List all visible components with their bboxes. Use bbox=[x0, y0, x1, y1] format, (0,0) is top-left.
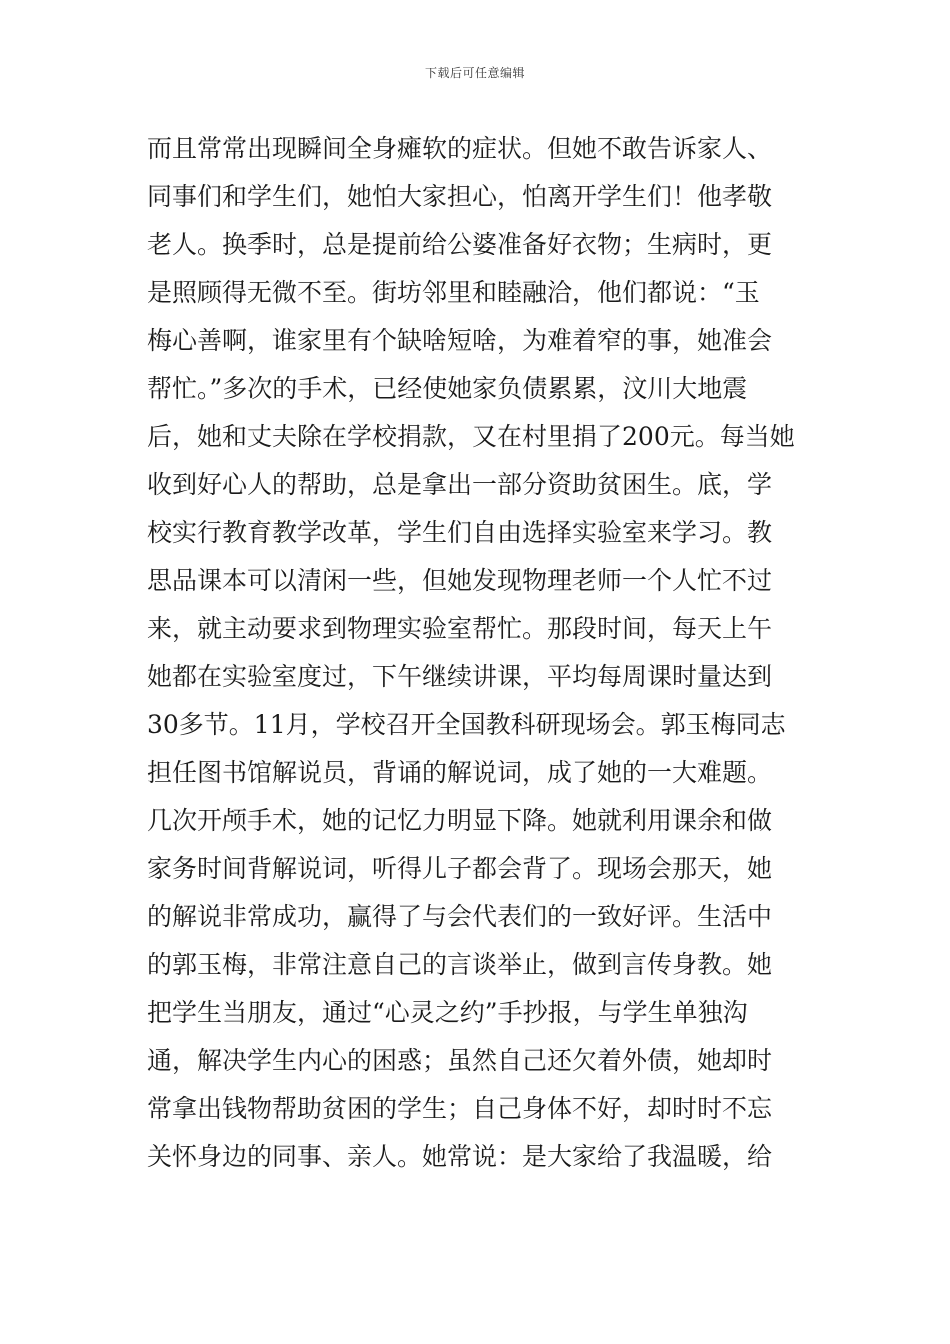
text-line: 老人。换季时，总是提前给公婆准备好衣物；生病时，更 bbox=[147, 230, 773, 259]
text-line: 的郭玉梅，非常注意自己的言谈举止，做到言传身教。她 bbox=[147, 950, 773, 979]
text-line: 后，她和丈夫除在学校捐款，又在村里捐了200元。每当她 bbox=[147, 422, 795, 451]
text-line: 来，就主动要求到物理实验室帮忙。那段时间，每天上午 bbox=[147, 614, 773, 643]
text-line: 她都在实验室度过，下午继续讲课，平均每周课时量达到 bbox=[147, 662, 773, 691]
text-line: 思品课本可以清闲一些，但她发现物理老师一个人忙不过 bbox=[147, 566, 773, 595]
text-line: 通，解决学生内心的困惑；虽然自己还欠着外债，她却时 bbox=[147, 1046, 773, 1075]
page-header: 下载后可任意编辑 bbox=[424, 66, 525, 80]
text-line: 收到好心人的帮助，总是拿出一部分资助贫困生。底，学 bbox=[147, 470, 773, 499]
text-line: 关怀身边的同事、亲人。她常说：是大家给了我温暖，给 bbox=[147, 1142, 773, 1171]
text-line: 常拿出钱物帮助贫困的学生；自己身体不好，却时时不忘 bbox=[147, 1094, 773, 1123]
text-line: 同事们和学生们，她怕大家担心，怕离开学生们！他孝敬 bbox=[147, 182, 773, 211]
text-line: 担任图书馆解说员，背诵的解说词，成了她的一大难题。 bbox=[147, 758, 773, 787]
text-line: 的解说非常成功，赢得了与会代表们的一致好评。生活中 bbox=[147, 902, 773, 931]
text-line: 是照顾得无微不至。街坊邻里和睦融洽，他们都说：“玉 bbox=[147, 278, 760, 307]
text-line: 而且常常出现瞬间全身瘫软的症状。但她不敢告诉家人、 bbox=[147, 134, 773, 163]
text-line: 几次开颅手术，她的记忆力明显下降。她就利用课余和做 bbox=[147, 806, 773, 835]
text-line: 梅心善啊，谁家里有个缺啥短啥，为难着窄的事，她准会 bbox=[147, 326, 773, 355]
body-text bbox=[147, 130, 807, 1186]
text-line: 帮忙。”多次的手术，已经使她家负债累累，汶川大地震 bbox=[147, 374, 748, 403]
text-line: 家务时间背解说词，听得儿子都会背了。现场会那天，她 bbox=[147, 854, 773, 883]
text-line: 把学生当朋友，通过“心灵之约”手抄报，与学生单独沟 bbox=[147, 998, 748, 1027]
text-line: 校实行教育教学改革，学生们自由选择实验室来学习。教 bbox=[147, 518, 773, 547]
text-line: 30多节。11月，学校召开全国教科研现场会。郭玉梅同志 bbox=[147, 710, 786, 739]
